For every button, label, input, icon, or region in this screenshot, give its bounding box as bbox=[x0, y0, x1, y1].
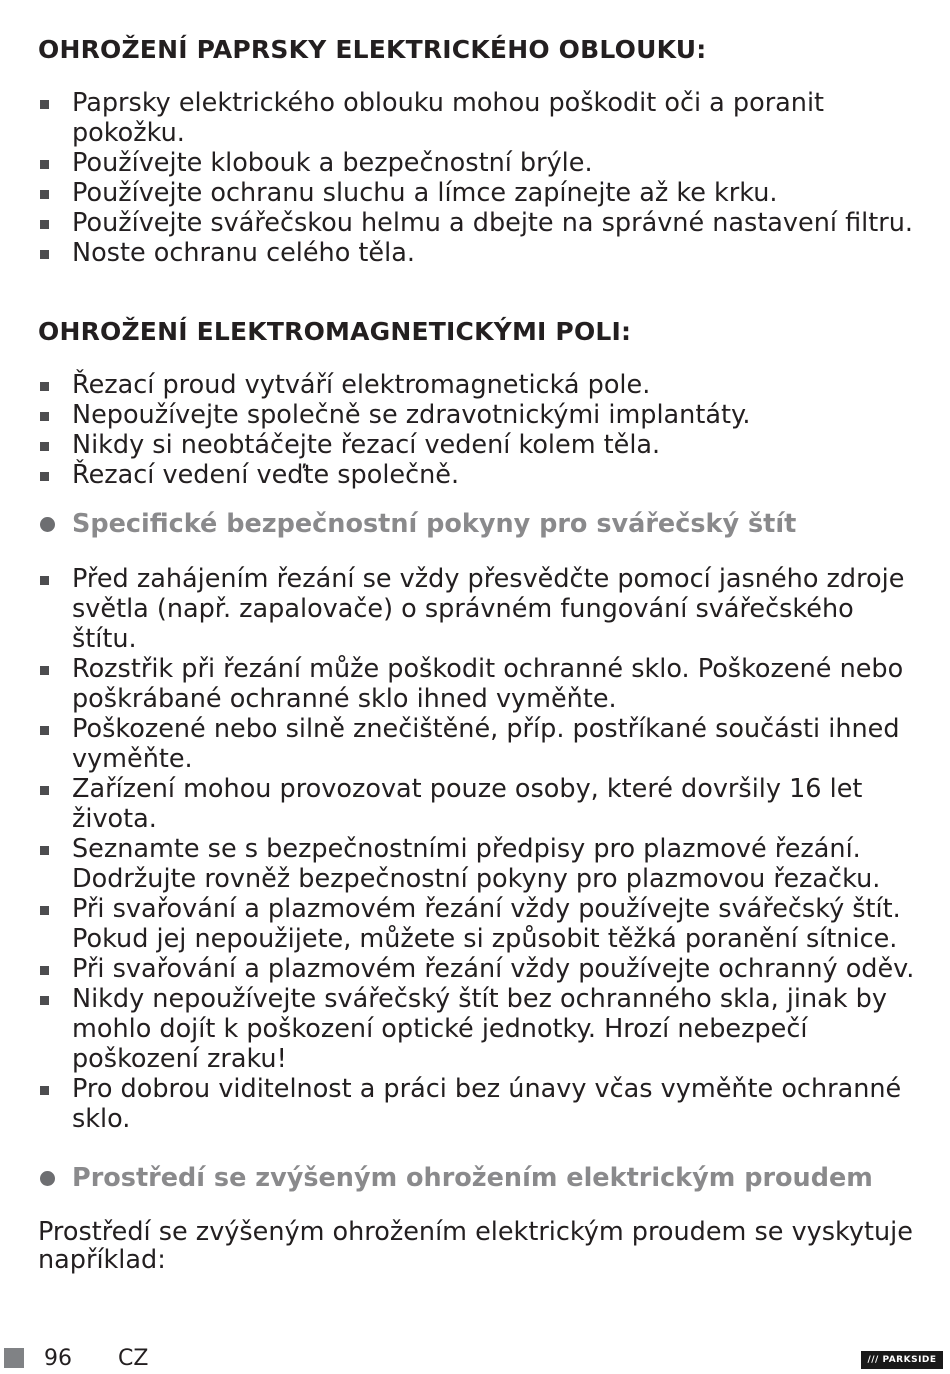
list-item: Nepoužívejte společně se zdravotnickými implantáty. bbox=[38, 400, 918, 430]
arc-rays-list bbox=[38, 88, 918, 268]
square-bullet-icon bbox=[40, 190, 49, 199]
square-bullet-icon bbox=[40, 250, 49, 259]
list-item: Poškozené nebo silně znečištěné, příp. postříkané součásti ihned vyměňte. bbox=[38, 714, 918, 774]
list-item: Pro dobrou viditelnost a práci bez únavy včas vyměňte ochranné sklo. bbox=[38, 1074, 918, 1134]
welding-shield-list bbox=[38, 564, 918, 1134]
list-item: Před zahájením řezání se vždy přesvědčte pomocí jasného zdroje světla (např. zapalovače) o správném fungování svářečského štítu. bbox=[38, 564, 918, 654]
square-bullet-icon bbox=[40, 726, 49, 735]
page-content bbox=[38, 30, 918, 1274]
list-item: Řezací vedení veďte společně. bbox=[38, 460, 918, 490]
electric-hazard-paragraph: Prostředí se zvýšeným ohrožením elektrickým proudem se vyskytuje například: bbox=[38, 1217, 913, 1275]
page-number: 96 bbox=[44, 1346, 72, 1371]
square-bullet-icon bbox=[40, 220, 49, 229]
square-bullet-icon bbox=[40, 786, 49, 795]
em-fields-list bbox=[38, 370, 918, 490]
square-bullet-icon bbox=[40, 382, 49, 391]
round-bullet-icon bbox=[40, 1171, 55, 1186]
list-item: Paprsky elektrického oblouku mohou poškodit oči a poranit pokožku. bbox=[38, 88, 832, 148]
welding-shield-heading: Specifické bezpečnostní pokyny pro svářečský štít bbox=[38, 506, 918, 542]
list-item: Rozstřik při řezání může poškodit ochranné sklo. Poškozené nebo poškrábané ochranné sklo ihned vyměňte. bbox=[38, 654, 918, 714]
square-bullet-icon bbox=[40, 442, 49, 451]
list-item: Seznamte se s bezpečnostními předpisy pro plazmové řezání. Dodržujte rovněž bezpečnostní pokyny pro plazmovou řezačku. bbox=[38, 834, 918, 894]
list-item: Při svařování a plazmovém řezání vždy používejte svářečský štít. Pokud jej nepoužijete, můžete si způsobit těžká poranění sítnice. bbox=[38, 894, 918, 954]
list-item: Používejte ochranu sluchu a límce zapínejte až ke krku. bbox=[38, 178, 918, 208]
square-bullet-icon bbox=[40, 576, 49, 585]
list-item: Nikdy si neobtáčejte řezací vedení kolem těla. bbox=[38, 430, 918, 460]
list-item: Řezací proud vytváří elektromagnetická pole. bbox=[38, 370, 918, 400]
list-item: Používejte klobouk a bezpečnostní brýle. bbox=[38, 148, 918, 178]
square-bullet-icon bbox=[40, 100, 49, 109]
square-bullet-icon bbox=[40, 1086, 49, 1095]
square-bullet-icon bbox=[40, 666, 49, 675]
electric-hazard-heading: Prostředí se zvýšeným ohrožením elektrickým proudem bbox=[38, 1160, 918, 1196]
square-bullet-icon bbox=[40, 412, 49, 421]
square-bullet-icon bbox=[40, 996, 49, 1005]
square-bullet-icon bbox=[40, 906, 49, 915]
list-item: Používejte svářečskou helmu a dbejte na správné nastavení filtru. bbox=[38, 208, 918, 238]
list-item: Nikdy nepoužívejte svářečský štít bez ochranného skla, jinak by mohlo dojít k poškození optické jednotky. Hrozí nebezpečí poškození zraku! bbox=[38, 984, 918, 1074]
parkside-logo: /// PARKSIDE bbox=[861, 1351, 943, 1369]
list-item: Zařízení mohou provozovat pouze osoby, které dovršily 16 let života. bbox=[38, 774, 918, 834]
list-item: Při svařování a plazmovém řezání vždy používejte ochranný oděv. bbox=[38, 954, 918, 984]
em-fields-heading: OHROŽENÍ ELEKTROMAGNETICKÝMI POLI: bbox=[38, 317, 632, 346]
arc-rays-heading: OHROŽENÍ PAPRSKY ELEKTRICKÉHO OBLOUKU: bbox=[38, 35, 707, 64]
language-code: CZ bbox=[118, 1346, 149, 1371]
round-bullet-icon bbox=[40, 517, 55, 532]
square-bullet-icon bbox=[40, 472, 49, 481]
square-bullet-icon bbox=[40, 846, 49, 855]
list-item: Noste ochranu celého těla. bbox=[38, 238, 918, 268]
square-bullet-icon bbox=[40, 966, 49, 975]
page-marker-icon bbox=[4, 1348, 24, 1368]
square-bullet-icon bbox=[40, 160, 49, 169]
